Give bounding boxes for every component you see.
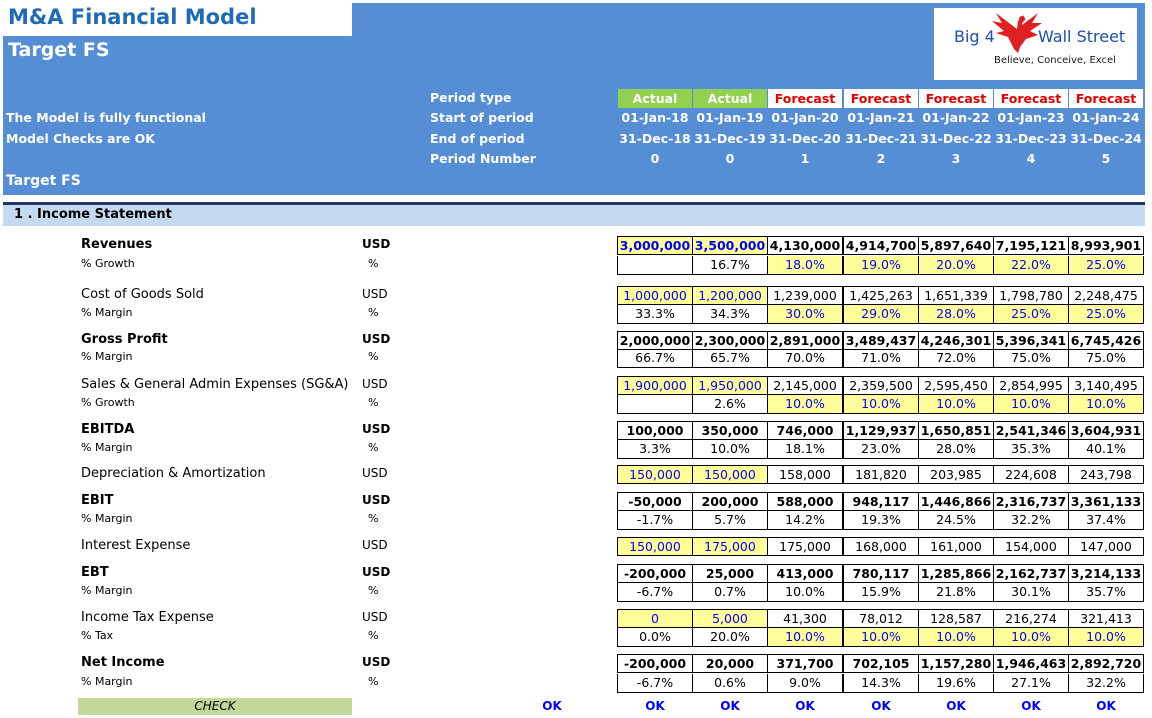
table-cell[interactable]: 1,950,000 — [692, 376, 768, 395]
row-label: Net Income — [81, 655, 165, 670]
table-cell[interactable]: 200,000 — [692, 492, 768, 511]
table-cell[interactable]: -200,000 — [617, 564, 693, 583]
table-cell[interactable]: 66.7% — [617, 349, 693, 368]
table-cell[interactable]: 371,700 — [767, 654, 843, 673]
table-cell[interactable]: 181,820 — [843, 465, 919, 484]
table-cell[interactable]: 154,000 — [993, 537, 1069, 556]
table-cell[interactable]: 2,316,737 — [993, 492, 1069, 511]
row-unit: USD — [362, 377, 388, 391]
table-cell[interactable]: 1,798,780 — [993, 286, 1069, 305]
row-unit: USD — [362, 237, 391, 251]
table-cell[interactable]: 1,157,280 — [918, 654, 994, 673]
table-cell[interactable]: 161,000 — [918, 537, 994, 556]
table-cell[interactable]: 10.0% — [918, 628, 994, 647]
table-cell[interactable]: 30.0% — [767, 305, 843, 324]
table-cell[interactable]: 158,000 — [767, 465, 843, 484]
section-label: Target FS — [6, 173, 81, 189]
table-cell[interactable]: 20.0% — [692, 628, 768, 647]
table-cell[interactable]: 3,361,133 — [1068, 492, 1144, 511]
period-number-6: 5 — [1101, 151, 1111, 166]
period-start-3: 01-Jan-21 — [847, 110, 915, 125]
period-end-2: 31-Dec-20 — [769, 131, 841, 146]
table-cell[interactable]: 8,993,901 — [1068, 236, 1144, 255]
table-cell[interactable]: 4,246,301 — [918, 331, 994, 350]
row-label: Cost of Goods Sold — [81, 287, 204, 302]
table-cell[interactable]: 3,500,000 — [692, 236, 768, 255]
period-type-0: Actual — [618, 89, 692, 108]
table-cell[interactable]: 3,000,000 — [617, 236, 693, 255]
table-cell[interactable]: 216,274 — [993, 609, 1069, 628]
table-cell[interactable]: 175,000 — [767, 537, 843, 556]
table-cell[interactable]: 4,914,700 — [843, 236, 919, 255]
table-cell[interactable]: 2,248,475 — [1068, 286, 1144, 305]
period-start-2: 01-Jan-20 — [771, 110, 839, 125]
table-cell[interactable]: 9.0% — [767, 674, 843, 693]
period-type-6: Forecast — [1069, 89, 1143, 108]
table-cell[interactable]: 14.2% — [767, 511, 843, 530]
section-band — [3, 205, 1145, 226]
table-cell[interactable]: 147,000 — [1068, 537, 1144, 556]
table-cell[interactable]: 23.0% — [843, 440, 919, 459]
table-cell[interactable]: 3,214,133 — [1068, 564, 1144, 583]
table-cell[interactable]: 30.1% — [993, 583, 1069, 602]
table-cell[interactable]: 1,285,866 — [918, 564, 994, 583]
row-label: Income Tax Expense — [81, 610, 214, 625]
table-cell[interactable]: 2,541,346 — [993, 421, 1069, 440]
table-cell[interactable]: 20,000 — [692, 654, 768, 673]
table-cell[interactable]: 22.0% — [993, 256, 1069, 275]
table-cell[interactable]: 65.7% — [692, 349, 768, 368]
table-cell[interactable]: 19.6% — [918, 674, 994, 693]
table-cell[interactable]: 5,396,341 — [993, 331, 1069, 350]
period-type-1: Actual — [693, 89, 767, 108]
row-unit: USD — [362, 610, 388, 624]
table-cell[interactable]: 10.0% — [843, 628, 919, 647]
table-cell[interactable]: 2.6% — [692, 395, 768, 414]
table-cell[interactable]: 72.0% — [918, 349, 994, 368]
period-start-6: 01-Jan-24 — [1072, 110, 1140, 125]
table-cell[interactable]: 71.0% — [843, 349, 919, 368]
table-cell[interactable]: 75.0% — [1068, 349, 1144, 368]
row-unit: USD — [362, 287, 388, 301]
period-number-4: 3 — [951, 151, 961, 166]
row-label: Depreciation & Amortization — [81, 466, 266, 481]
table-cell[interactable]: 1,129,937 — [843, 421, 919, 440]
table-cell[interactable]: 2,854,995 — [993, 376, 1069, 395]
table-cell[interactable]: 10.0% — [692, 440, 768, 459]
row-unit: % — [368, 629, 379, 642]
row-label: % Margin — [81, 512, 133, 525]
row-unit: % — [368, 257, 379, 270]
sheet-title: Target FS — [8, 39, 110, 61]
table-cell[interactable]: -6.7% — [617, 674, 693, 693]
table-cell[interactable]: -6.7% — [617, 583, 693, 602]
table-cell[interactable]: 15.9% — [843, 583, 919, 602]
table-cell[interactable]: -1.7% — [617, 511, 693, 530]
period-end-3: 31-Dec-21 — [845, 131, 917, 146]
row-label: % Margin — [81, 350, 133, 363]
row-label: Gross Profit — [81, 332, 168, 347]
row-label: % Margin — [81, 675, 133, 688]
table-cell[interactable]: 75.0% — [993, 349, 1069, 368]
table-cell[interactable]: 588,000 — [767, 492, 843, 511]
period-start-5: 01-Jan-23 — [997, 110, 1065, 125]
check-label: CHECK — [78, 698, 352, 715]
row-label: EBIT — [81, 493, 114, 508]
table-cell[interactable]: 1,425,263 — [843, 286, 919, 305]
period-type-label: Period type — [430, 90, 512, 105]
period-start-0: 01-Jan-18 — [621, 110, 689, 125]
table-cell[interactable]: 37.4% — [1068, 511, 1144, 530]
table-cell[interactable]: 150,000 — [617, 537, 693, 556]
table-cell[interactable]: 33.3% — [617, 305, 693, 324]
table-cell[interactable]: 2,162,737 — [993, 564, 1069, 583]
table-cell[interactable]: 32.2% — [1068, 674, 1144, 693]
table-cell[interactable]: 35.7% — [1068, 583, 1144, 602]
row-unit: % — [368, 396, 379, 409]
period-end-6: 31-Dec-24 — [1070, 131, 1142, 146]
row-unit: % — [368, 512, 379, 525]
period-start-1: 01-Jan-19 — [696, 110, 764, 125]
table-cell[interactable]: 2,891,000 — [767, 331, 843, 350]
row-label: % Tax — [81, 629, 114, 642]
table-cell[interactable]: 27.1% — [993, 674, 1069, 693]
row-label: % Margin — [81, 584, 133, 597]
table-cell[interactable]: 2,000,000 — [617, 331, 693, 350]
table-cell[interactable]: 29.0% — [843, 305, 919, 324]
table-cell[interactable]: 10.0% — [843, 395, 919, 414]
table-cell[interactable]: 5.7% — [692, 511, 768, 530]
table-cell[interactable]: 3,489,437 — [843, 331, 919, 350]
table-cell[interactable]: 34.3% — [692, 305, 768, 324]
table-cell[interactable]: 10.0% — [1068, 628, 1144, 647]
table-cell[interactable]: 41,300 — [767, 609, 843, 628]
table-cell[interactable]: 25.0% — [1068, 305, 1144, 324]
table-cell[interactable]: -50,000 — [617, 492, 693, 511]
start-period-label: Start of period — [430, 110, 534, 125]
table-cell[interactable]: 25.0% — [1068, 256, 1144, 275]
table-cell[interactable]: 28.0% — [918, 440, 994, 459]
row-unit: % — [368, 675, 379, 688]
period-end-4: 31-Dec-22 — [920, 131, 992, 146]
check-ok-2: OK — [720, 699, 740, 713]
period-end-1: 31-Dec-19 — [694, 131, 766, 146]
status-functional: The Model is fully functional — [6, 110, 206, 125]
period-number-0: 0 — [650, 151, 660, 166]
table-cell[interactable]: 321,413 — [1068, 609, 1144, 628]
table-cell[interactable]: 2,359,500 — [843, 376, 919, 395]
row-unit: USD — [362, 422, 391, 436]
table-cell[interactable]: 5,000 — [692, 609, 768, 628]
table-cell[interactable]: 0.6% — [692, 674, 768, 693]
table-cell[interactable]: 350,000 — [692, 421, 768, 440]
model-title: M&A Financial Model — [8, 5, 257, 29]
table-cell[interactable]: 1,946,463 — [993, 654, 1069, 673]
row-unit: USD — [362, 332, 391, 346]
table-cell[interactable]: 14.3% — [843, 674, 919, 693]
table-cell[interactable]: 10.0% — [993, 395, 1069, 414]
row-unit: USD — [362, 565, 391, 579]
row-unit: USD — [362, 466, 388, 480]
table-cell[interactable]: 4,130,000 — [767, 236, 843, 255]
table-cell[interactable]: 20.0% — [918, 256, 994, 275]
check-ok-1: OK — [645, 699, 665, 713]
table-cell[interactable]: 243,798 — [1068, 465, 1144, 484]
table-cell[interactable]: 10.0% — [767, 583, 843, 602]
row-label: % Margin — [81, 441, 133, 454]
period-end-0: 31-Dec-18 — [619, 131, 691, 146]
table-cell[interactable]: 2,595,450 — [918, 376, 994, 395]
company-logo — [934, 8, 1137, 80]
table-cell[interactable]: 7,195,121 — [993, 236, 1069, 255]
table-cell[interactable]: 1,446,866 — [918, 492, 994, 511]
table-cell[interactable]: 203,985 — [918, 465, 994, 484]
table-cell[interactable] — [617, 256, 693, 275]
table-cell[interactable]: 2,145,000 — [767, 376, 843, 395]
row-unit: % — [368, 441, 379, 454]
period-number-2: 1 — [800, 151, 810, 166]
check-ok-5: OK — [946, 699, 966, 713]
table-cell[interactable]: 28.0% — [918, 305, 994, 324]
table-cell[interactable]: 3,140,495 — [1068, 376, 1144, 395]
table-cell[interactable]: 35.3% — [993, 440, 1069, 459]
table-cell[interactable]: 25,000 — [692, 564, 768, 583]
table-cell[interactable]: 1,239,000 — [767, 286, 843, 305]
table-cell[interactable]: 100,000 — [617, 421, 693, 440]
table-cell[interactable]: 168,000 — [843, 537, 919, 556]
check-ok-3: OK — [795, 699, 815, 713]
period-type-4: Forecast — [919, 89, 993, 108]
table-cell[interactable]: 19.3% — [843, 511, 919, 530]
row-unit: USD — [362, 655, 391, 669]
table-cell[interactable]: 150,000 — [692, 465, 768, 484]
row-label: EBT — [81, 565, 109, 580]
row-label: % Growth — [81, 396, 135, 409]
period-type-2: Forecast — [768, 89, 842, 108]
table-cell[interactable]: 70.0% — [767, 349, 843, 368]
period-number-3: 2 — [876, 151, 886, 166]
status-checks: Model Checks are OK — [6, 131, 155, 146]
period-type-3: Forecast — [844, 89, 918, 108]
period-type-5: Forecast — [994, 89, 1068, 108]
table-cell[interactable]: 16.7% — [692, 256, 768, 275]
row-unit: % — [368, 306, 379, 319]
table-cell[interactable]: 18.1% — [767, 440, 843, 459]
period-number-1: 0 — [725, 151, 735, 166]
row-label: Sales & General Admin Expenses (SG&A) — [81, 377, 349, 392]
row-unit: USD — [362, 538, 388, 552]
table-cell[interactable]: 10.0% — [918, 395, 994, 414]
logo-text-left: Big 4 — [954, 27, 995, 46]
period-number-label: Period Number — [430, 151, 536, 166]
row-unit: % — [368, 584, 379, 597]
table-cell[interactable]: 10.0% — [767, 628, 843, 647]
row-unit: % — [368, 350, 379, 363]
table-cell[interactable]: 32.2% — [993, 511, 1069, 530]
table-cell[interactable]: 948,117 — [843, 492, 919, 511]
table-cell[interactable]: 1,000,000 — [617, 286, 693, 305]
check-ok-4: OK — [871, 699, 891, 713]
table-cell[interactable]: 150,000 — [617, 465, 693, 484]
table-cell[interactable]: 0 — [617, 609, 693, 628]
section-title: 1 . Income Statement — [14, 207, 172, 222]
table-cell[interactable]: 746,000 — [767, 421, 843, 440]
table-cell[interactable]: 10.0% — [767, 395, 843, 414]
table-cell[interactable]: 1,200,000 — [692, 286, 768, 305]
end-period-label: End of period — [430, 131, 525, 146]
table-cell[interactable]: 413,000 — [767, 564, 843, 583]
check-ok-7: OK — [1096, 699, 1116, 713]
table-cell[interactable]: 128,587 — [918, 609, 994, 628]
table-cell[interactable]: 1,650,851 — [918, 421, 994, 440]
period-end-5: 31-Dec-23 — [995, 131, 1067, 146]
table-cell[interactable]: 1,651,339 — [918, 286, 994, 305]
table-cell[interactable]: 224,608 — [993, 465, 1069, 484]
eagle-icon — [990, 9, 1044, 55]
table-cell[interactable]: 3,604,931 — [1068, 421, 1144, 440]
table-cell[interactable]: 780,117 — [843, 564, 919, 583]
table-cell[interactable]: 19.0% — [843, 256, 919, 275]
check-ok-6: OK — [1021, 699, 1041, 713]
table-cell[interactable]: 25.0% — [993, 305, 1069, 324]
table-cell[interactable]: 24.5% — [918, 511, 994, 530]
table-cell[interactable]: 1,900,000 — [617, 376, 693, 395]
table-cell[interactable]: 175,000 — [692, 537, 768, 556]
table-cell[interactable]: 0.7% — [692, 583, 768, 602]
table-cell[interactable]: 2,892,720 — [1068, 654, 1144, 673]
logo-text-right: Wall Street — [1038, 27, 1126, 46]
table-cell[interactable]: 5,897,640 — [918, 236, 994, 255]
table-cell[interactable]: 2,300,000 — [692, 331, 768, 350]
row-label: % Margin — [81, 306, 133, 319]
table-cell[interactable]: 21.8% — [918, 583, 994, 602]
period-number-5: 4 — [1026, 151, 1036, 166]
table-cell[interactable]: 78,012 — [843, 609, 919, 628]
table-cell[interactable]: 18.0% — [767, 256, 843, 275]
table-cell[interactable]: 40.1% — [1068, 440, 1144, 459]
row-unit: USD — [362, 493, 391, 507]
period-start-4: 01-Jan-22 — [922, 110, 990, 125]
row-label: EBITDA — [81, 422, 135, 437]
table-cell[interactable]: 3.3% — [617, 440, 693, 459]
check-ok-0: OK — [542, 699, 562, 713]
row-label: % Growth — [81, 257, 135, 270]
table-cell[interactable]: 10.0% — [993, 628, 1069, 647]
table-cell[interactable]: 702,105 — [843, 654, 919, 673]
logo-tagline: Believe, Conceive, Excel — [994, 55, 1116, 66]
table-cell[interactable] — [617, 395, 693, 414]
table-cell[interactable]: -200,000 — [617, 654, 693, 673]
table-cell[interactable]: 0.0% — [617, 628, 693, 647]
table-cell[interactable]: 6,745,426 — [1068, 331, 1144, 350]
row-label: Revenues — [81, 237, 153, 252]
row-label: Interest Expense — [81, 538, 191, 553]
table-cell[interactable]: 10.0% — [1068, 395, 1144, 414]
